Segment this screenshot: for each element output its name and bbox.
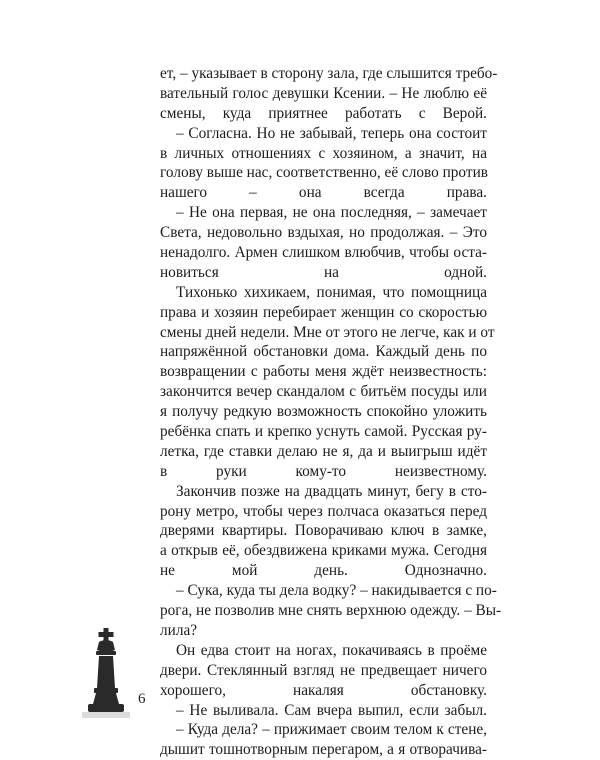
paragraph bbox=[160, 701, 487, 721]
text-line: – Куда дела? – прижимает своим телом к стене, bbox=[176, 721, 487, 739]
paragraph bbox=[160, 283, 495, 482]
chess-king-icon bbox=[82, 628, 130, 720]
text-line: возвращении с работы меня ждёт неизвестность: bbox=[160, 363, 487, 381]
paragraph bbox=[160, 203, 487, 283]
text-line: Закончив позже на двадцать минут, бегу в сто- bbox=[176, 482, 487, 500]
text-line: дверями квартиры. Поворачиваю ключ в замке, bbox=[160, 522, 487, 540]
page-body-text bbox=[160, 64, 502, 760]
paragraph bbox=[160, 124, 487, 204]
text-line: вательный голос девушки Ксении. – Не люблю её bbox=[160, 84, 487, 102]
paragraph bbox=[160, 720, 487, 760]
text-line: права и хозяин перебирает женщин со скоростью bbox=[160, 303, 487, 321]
text-line: хорошего, накаляя обстановку. bbox=[160, 681, 487, 699]
text-line: не мой день. Однозначно. bbox=[160, 562, 487, 580]
text-line: дышит тошнотворным перегаром, а я отворачива- bbox=[160, 741, 487, 759]
text-line: ребёнка спать и крепко уснуть самой. Русская ру- bbox=[160, 423, 487, 441]
paragraph bbox=[160, 581, 502, 641]
text-line: нашего – она всегда права. bbox=[160, 184, 487, 202]
text-line: смены, куда приятнее работать с Верой. bbox=[160, 104, 487, 122]
text-line: лила? bbox=[160, 621, 198, 639]
text-line: новиться на одной. bbox=[160, 263, 487, 281]
text-line: – Сука, куда ты дела водку? – накидывается с по- bbox=[176, 582, 497, 600]
text-line: напряжённой обстановки дома. Каждый день по bbox=[160, 343, 487, 361]
text-line: двери. Стеклянный взгляд не предвещает ничего bbox=[160, 661, 487, 679]
text-line: рога, не позволив мне снять верхнюю одежду. – Вы- bbox=[160, 602, 502, 620]
text-line: а открыв её, обездвижена криками мужа. Сегодня bbox=[160, 542, 487, 560]
page-number: 6 bbox=[138, 691, 146, 707]
text-line: – Не выливала. Сам вчера выпил, если забыл. bbox=[176, 701, 487, 719]
text-line: смены дней недели. Мне от этого не легче, как и от bbox=[160, 323, 495, 341]
text-line: ненадолго. Армен слишком влюбчив, чтобы оста- bbox=[160, 244, 487, 262]
text-line: голову выше нас, соответственно, её слово против bbox=[160, 164, 488, 182]
text-line: ет, – указывает в сторону зала, где слышится требо- bbox=[160, 65, 498, 82]
text-line: – Не она первая, не она последняя, – замечает bbox=[176, 204, 487, 222]
text-line: Тихонько хихикаем, понимая, что помощница bbox=[176, 283, 487, 301]
text-line: Он едва стоит на ногах, покачиваясь в проёме bbox=[176, 641, 487, 659]
text-line: рону метро, чтобы через полчаса оказаться перед bbox=[160, 502, 487, 520]
text-line: Света, недовольно вздыхая, но продолжая. – Это bbox=[160, 224, 487, 242]
paragraph bbox=[160, 64, 498, 124]
paragraph bbox=[160, 482, 487, 581]
text-line: я получу редкую возможность спокойно уложить bbox=[160, 403, 487, 421]
text-line: летка, где ставки делаю не я, да и выигрыш идёт bbox=[160, 442, 487, 460]
text-line: закончится вечер скандалом с битьём посуды или bbox=[160, 383, 487, 401]
text-line: в личных отношениях с хозяином, а значит, на bbox=[160, 144, 487, 162]
text-line: в руки кому-то неизвестному. bbox=[160, 462, 487, 480]
paragraph bbox=[160, 641, 487, 701]
text-line: – Согласна. Но не забывай, теперь она состоит bbox=[176, 124, 487, 142]
